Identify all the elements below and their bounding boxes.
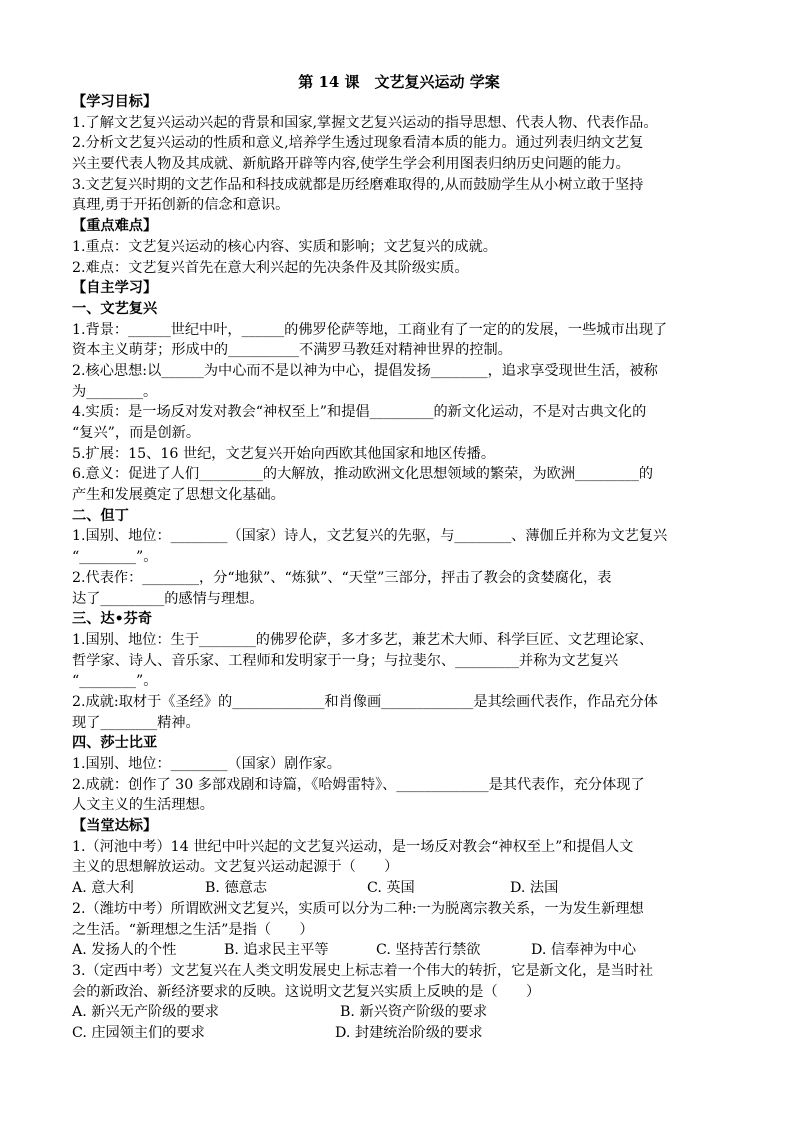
text-line: 1.国别、地位：________（国家）诗人，文艺复兴的先驱，与________、薄伽丘并称为文艺复兴	[72, 528, 668, 545]
answer-option[interactable]: A. 意大利	[72, 880, 134, 897]
text-line: 1.（河池中考）14 世纪中叶兴起的文艺复兴运动，是一场反对教会“神权至上”和提倡人文	[72, 838, 634, 855]
text-line: 2.成就:取材于《圣经》的_____________和肖像画_____________是其绘画代表作，作品充分体	[72, 693, 658, 710]
text-line: 人文主义的生活理想。	[72, 797, 214, 814]
text-line: 哲学家、诗人、音乐家、工程师和发明家于一身；与拉斐尔、_________并称为文艺复兴	[72, 652, 619, 669]
text-line: 1.国别、地位：________（国家）剧作家。	[72, 756, 341, 772]
answer-option[interactable]: B. 德意志	[205, 880, 268, 897]
text-line: 会的新政治、新经济要求的反映。这说明文艺复兴实质上反映的是（ ）	[72, 983, 541, 1000]
text-line: 2.核心思想:以______为中心而不是以神为中心，提倡发扬________，追求享受现世生活，被称	[72, 362, 658, 379]
text-line: 2.难点：文艺复兴首先在意大利兴起的先决条件及其阶级实质。	[72, 259, 469, 276]
text-line: 2.（潍坊中考）所谓欧洲文艺复兴，实质可以分为二种:一为脱离宗教关系，一为发生新理想	[72, 900, 644, 917]
section-heading: 四、莎士比亚	[72, 735, 158, 752]
text-line: 1.重点：文艺复兴运动的核心内容、实质和影响；文艺复兴的成就。	[72, 238, 497, 255]
answer-options	[72, 940, 726, 961]
answer-option[interactable]: D. 信奉神为中心	[531, 942, 637, 959]
text-line: 2.分析文艺复兴运动的性质和意义,培养学生透过现象看清本质的能力。通过列表归纳文艺复	[72, 135, 644, 152]
text-line: 1.了解文艺复兴运动兴起的背景和国家,掌握文艺复兴运动的指导思想、代表人物、代表作品。	[72, 114, 658, 131]
answer-option[interactable]: D. 法国	[510, 880, 559, 897]
text-line: 3.（定西中考）文艺复兴在人类文明发展史上标志着一个伟大的转折，它是新文化，是当时社	[72, 962, 654, 979]
answer-option[interactable]: A. 发扬人的个性	[72, 942, 177, 959]
text-line: 5.扩展：15、16 世纪，文艺复兴开始向西欧其他国家和地区传播。	[72, 445, 496, 462]
text-line: 现了________精神。	[72, 714, 200, 731]
answer-option[interactable]: A. 新兴无产阶级的要求	[72, 1004, 219, 1021]
text-line: 2.成就：创作了 30 多部戏剧和诗篇，《哈姆雷特》、_____________是其代表作，充分体现了	[72, 776, 645, 793]
text-line: 2.代表作：________，分“地狱”、“炼狱”、“天堂”三部分，抨击了教会的贪婪腐化，表	[72, 569, 612, 586]
text-line: “________”。	[72, 673, 158, 690]
section-heading: 【重点难点】	[72, 218, 158, 235]
answer-options	[72, 878, 726, 899]
text-line: 6.意义：促进了人们_________的大解放，推动欧洲文化思想领域的繁荣，为欧洲_________的	[72, 466, 654, 483]
answer-option[interactable]: B. 新兴资产阶级的要求	[340, 1004, 488, 1021]
text-line: “________”。	[72, 549, 158, 566]
answer-option[interactable]: D. 封建统治阶级的要求	[335, 1024, 483, 1041]
text-line: 产生和发展奠定了思想文化基础。	[72, 487, 285, 504]
text-line: 4.实质：是一场反对发对教会“神权至上”和提倡_________的新文化运动，不是对古典文化的	[72, 404, 647, 421]
answer-options	[72, 1023, 726, 1044]
section-heading: 二、但丁	[72, 507, 129, 524]
text-line: “复兴”，而是创新。	[72, 425, 201, 441]
text-line: 主义的思想解放运动。文艺复兴运动起源于（ ）	[72, 859, 399, 876]
text-line: 兴主要代表人物及其成就、新航路开辟等内容,使学生学会利用图表归纳历史问题的能力。	[72, 156, 630, 173]
section-heading: 【当堂达标】	[72, 818, 158, 835]
text-line: 1.国别、地位：生于________的佛罗伦萨，多才多艺，兼艺术大师、科学巨匠、文艺理论家、	[72, 631, 654, 648]
worksheet-body	[72, 92, 726, 1044]
text-line: 为________。	[72, 383, 158, 400]
answer-option[interactable]: C. 庄园领主们的要求	[72, 1024, 205, 1041]
text-line: 3.文艺复兴时期的文艺作品和科技成就都是历经磨难取得的,从而鼓励学生从小树立敢于坚持	[72, 176, 644, 193]
section-heading: 【自主学习】	[72, 280, 158, 297]
page-title: 第 14 课 文艺复兴运动 学案	[298, 73, 500, 91]
text-line: 之生活。“新理想之生活”是指（ ）	[72, 921, 314, 938]
text-line: 1.背景：______世纪中叶，______的佛罗伦萨等地，工商业有了一定的的发展，一些城市出现了	[72, 321, 668, 338]
section-heading: 一、文艺复兴	[72, 300, 158, 317]
text-line: 达了_________的感情与理想。	[72, 590, 264, 607]
answer-options	[72, 1002, 726, 1023]
answer-option[interactable]: C. 英国	[367, 880, 415, 897]
answer-option[interactable]: C. 坚持苦行禁欲	[376, 942, 481, 959]
worksheet-page	[72, 72, 726, 1044]
section-heading: 【学习目标】	[72, 94, 158, 110]
text-line: 资本主义萌芽；形成中的__________不满罗马教廷对精神世界的控制。	[72, 342, 512, 359]
answer-option[interactable]: B. 追求民主平等	[224, 942, 329, 959]
text-line: 真理,勇于开拓创新的信念和意识。	[72, 197, 290, 214]
section-heading: 三、达•芬奇	[72, 611, 153, 628]
